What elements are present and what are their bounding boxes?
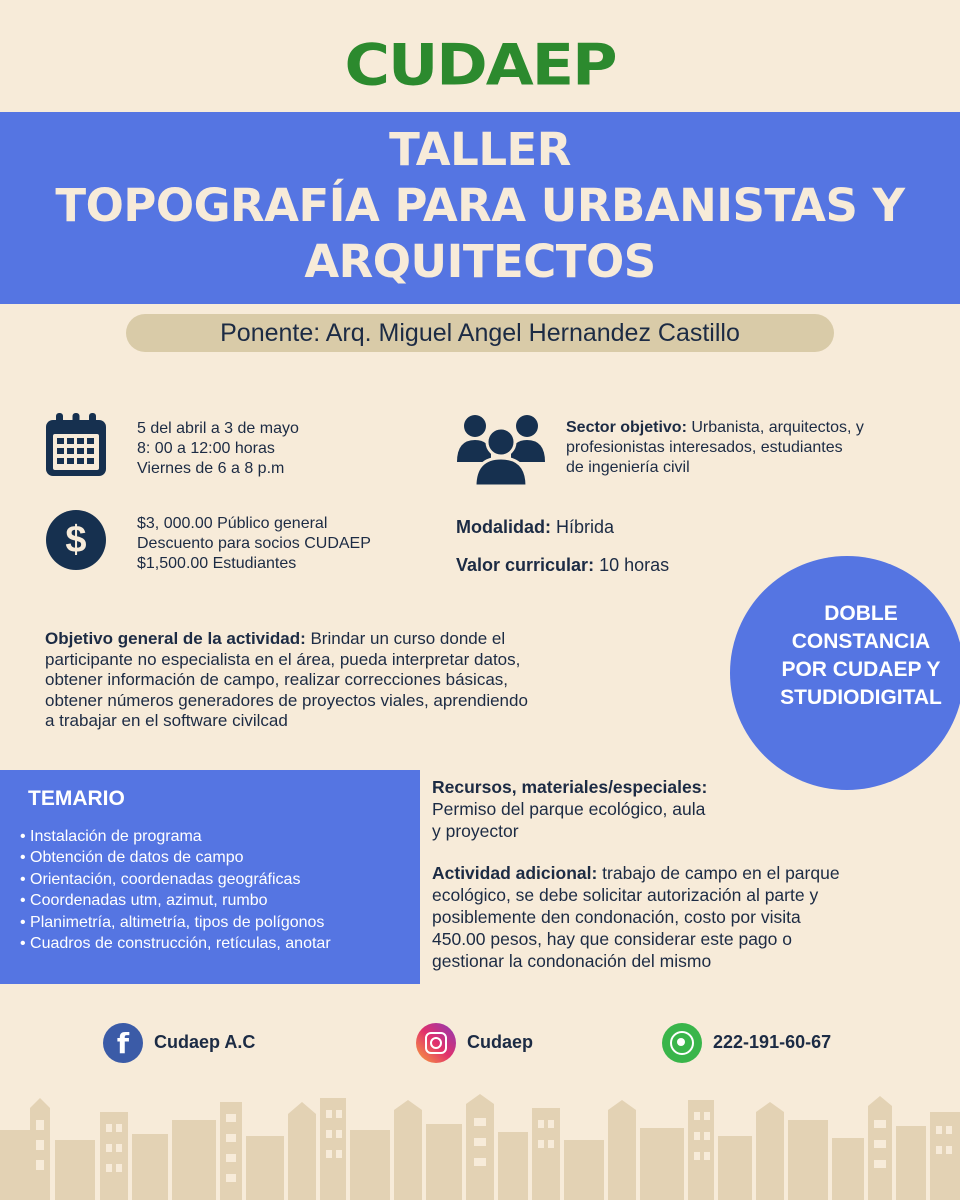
whatsapp-icon	[662, 1023, 702, 1063]
adicional-line-3: posiblemente den condonación, costo por visita	[432, 907, 801, 927]
recursos-text	[432, 776, 707, 842]
title-line-2: TOPOGRAFÍA PARA URBANISTAS Y	[55, 179, 905, 232]
adicional-label: Actividad adicional:	[432, 863, 598, 883]
instagram-handle: Cudaep	[467, 1031, 534, 1052]
objetivo-line-1: Brindar un curso donde el	[305, 629, 506, 648]
objetivo-line-4: obtener números generadores de proyectos viales, aprendiendo	[45, 690, 528, 710]
sector-line-1: Urbanista, arquitectos, y	[686, 419, 864, 436]
instagram-icon	[416, 1023, 456, 1063]
price-general: $3, 000.00 Público general	[137, 515, 328, 532]
speaker-pill: Ponente: Arq. Miguel Angel Hernandez Castillo	[126, 314, 834, 352]
temario-list	[20, 826, 331, 954]
valor-label: Valor curricular:	[456, 555, 595, 575]
cudaep-logo	[330, 30, 630, 110]
adicional-line-4: 450.00 pesos, hay que considerar este pago o	[432, 929, 792, 949]
schedule-dates: 5 del abril a 3 de mayo	[137, 420, 299, 437]
facebook-contact[interactable]	[103, 1023, 255, 1063]
schedule-text	[137, 419, 299, 479]
pricing-text	[137, 514, 371, 574]
objetivo-line-5: a trabajar en el software civilcad	[45, 711, 288, 730]
city-skyline-decoration	[0, 1090, 960, 1200]
temario-panel	[0, 770, 420, 984]
badge-line-3: POR CUDAEP Y	[781, 658, 941, 681]
price-members: Descuento para socios CUDAEP	[137, 535, 371, 552]
price-students: $1,500.00 Estudiantes	[137, 555, 297, 572]
objetivo-label: Objetivo general de la actividad:	[45, 629, 306, 648]
calendar-icon	[44, 412, 108, 478]
whatsapp-contact[interactable]	[662, 1023, 831, 1063]
facebook-icon: f	[103, 1023, 143, 1063]
modalidad-value: Híbrida	[551, 517, 615, 537]
title-line-3: ARQUITECTOS	[304, 235, 656, 288]
sector-line-3: de ingeniería civil	[566, 459, 690, 476]
objetivo-line-2: participante no especialista en el área, pueda interpretar datos,	[45, 649, 521, 669]
title-banner	[0, 112, 960, 304]
schedule-friday: Viernes de 6 a 8 p.m	[137, 460, 285, 477]
badge-line-4: STUDIODIGITAL	[780, 686, 942, 709]
adicional-line-2: ecológico, se debe solicitar autorización al parte y	[432, 885, 819, 905]
recursos-line-1: Permiso del parque ecológico, aula	[432, 799, 706, 819]
adicional-line-5: gestionar la condonación del mismo	[432, 951, 712, 971]
temario-item: • Obtención de datos de campo	[20, 847, 331, 868]
valor-value: 10 horas	[594, 555, 670, 575]
valor-curricular	[456, 555, 669, 576]
temario-item: • Coordenadas utm, azimut, rumbo	[20, 890, 331, 911]
modalidad-label: Modalidad:	[456, 517, 551, 537]
schedule-hours: 8: 00 a 12:00 horas	[137, 440, 275, 457]
modalidad	[456, 517, 614, 538]
group-people-icon	[455, 410, 547, 488]
recursos-line-2: y proyector	[432, 821, 519, 841]
adicional-line-1: trabajo de campo en el parque	[597, 863, 840, 883]
badge-line-2: CONSTANCIA	[791, 630, 931, 653]
logo-text: CUDAEP	[344, 30, 616, 99]
sector-label: Sector objetivo:	[566, 419, 687, 436]
temario-title: TEMARIO	[28, 787, 125, 810]
instagram-contact[interactable]	[416, 1023, 533, 1063]
doble-constancia-badge	[730, 556, 960, 790]
temario-item: • Orientación, coordenadas geográficas	[20, 869, 331, 890]
recursos-label: Recursos, materiales/especiales:	[432, 777, 708, 797]
facebook-handle: Cudaep A.C	[154, 1031, 256, 1052]
badge-line-1: DOBLE	[824, 602, 898, 625]
sector-text	[566, 418, 864, 478]
objetivo-line-3: obtener información de campo, realizar correcciones básicas,	[45, 670, 509, 689]
temario-item: • Planimetría, altimetría, tipos de polígonos	[20, 912, 331, 933]
temario-item: • Cuadros de construcción, retículas, anotar	[20, 933, 331, 954]
whatsapp-number: 222-191-60-67	[713, 1031, 832, 1052]
sector-line-2: profesionistas interesados, estudiantes	[566, 439, 843, 456]
temario-item: • Instalación de programa	[20, 826, 331, 847]
objetivo-text	[45, 629, 528, 732]
title-line-1: TALLER	[389, 123, 571, 176]
actividad-adicional-text	[432, 862, 840, 972]
dollar-icon: $	[46, 510, 106, 570]
